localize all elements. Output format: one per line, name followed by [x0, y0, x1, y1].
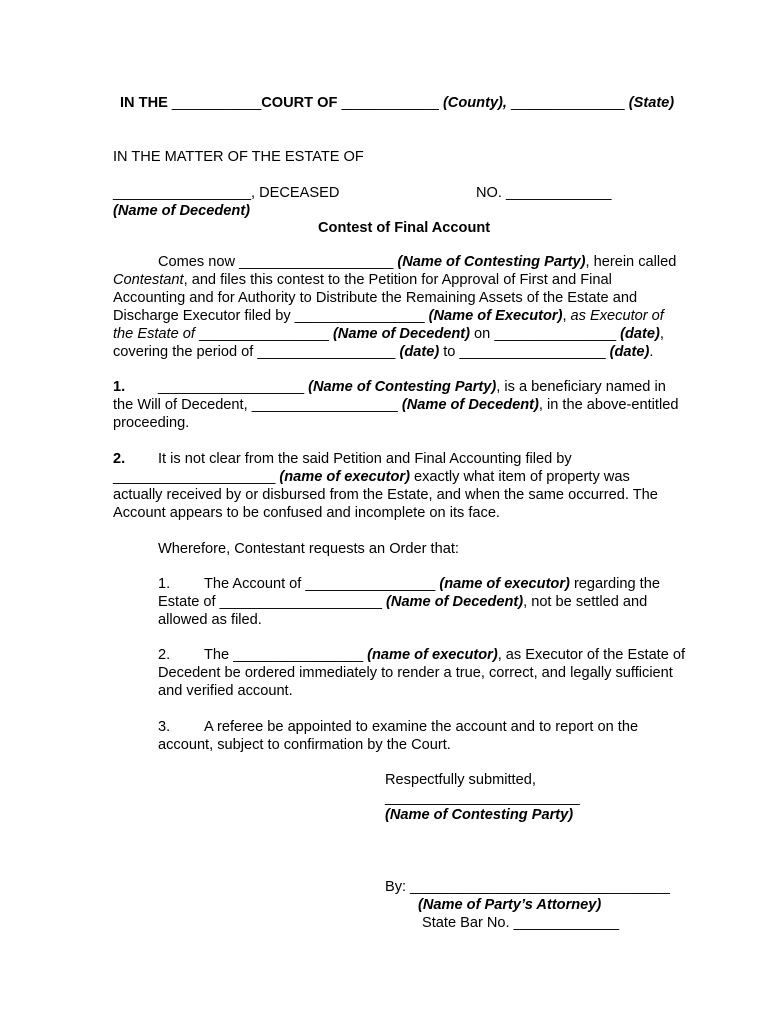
para-1-number: 1. — [113, 379, 126, 395]
state-bar-number: State Bar No. _____________ — [422, 915, 620, 931]
order-text: , not be settled and — [523, 594, 648, 610]
document-title: Contest of Final Account — [318, 220, 491, 236]
order-text: regarding the — [569, 576, 660, 592]
executor-placeholder: (name of executor) — [367, 647, 498, 663]
order-text: , as Executor of the Estate of — [497, 647, 686, 663]
respectfully-submitted: Respectfully submitted, — [385, 772, 536, 788]
decedent-blank: _________________ — [113, 185, 251, 201]
name-of-decedent-caption: (Name of Decedent) — [113, 203, 251, 219]
intro-line-1 — [158, 253, 676, 271]
deceased-label: , DECEASED — [250, 185, 340, 201]
para-2-number: 2. — [113, 451, 126, 467]
para-1-line-3: proceeding. — [113, 415, 190, 431]
order-2-line-3: and verified account. — [158, 683, 293, 699]
executor-placeholder: (Name of Executor) — [428, 308, 563, 324]
intro-line-5 — [113, 325, 664, 343]
para-text: exactly what item of property was — [409, 469, 630, 485]
order-2-number: 2. — [158, 647, 171, 663]
date-placeholder: (date) — [399, 344, 440, 360]
order-2-line-1 — [204, 646, 685, 664]
order-3-line-1: A referee be appointed to examine the account and to report on the — [204, 719, 639, 735]
para-1-line-1 — [158, 378, 666, 396]
order-text: Estate of ____________________ — [158, 594, 387, 610]
county-blank: ____________ — [341, 95, 439, 111]
state-label: (State) — [628, 95, 675, 111]
case-number: NO. _____________ — [476, 185, 612, 201]
contesting-party-placeholder: (Name of Contesting Party) — [397, 254, 586, 270]
date-placeholder: (date) — [620, 326, 660, 342]
order-1-line-3: allowed as filed. — [158, 612, 262, 628]
intro-text: , and files this contest to the Petition for Approval of First and Final — [183, 272, 612, 288]
decedent-placeholder: (Name of Decedent) — [332, 326, 470, 342]
court-of-label: COURT OF — [261, 95, 338, 111]
intro-line-3: Accounting and for Authority to Distribute the Remaining Assets of the Estate and — [113, 290, 638, 306]
intro-text: , — [659, 326, 664, 342]
para-2-line-1: It is not clear from the said Petition and Final Accounting filed by — [158, 451, 572, 467]
contesting-party-placeholder: (Name of Contesting Party) — [308, 379, 497, 395]
decedent-placeholder: (Name of Decedent) — [401, 397, 539, 413]
intro-text: to __________________ — [439, 344, 610, 360]
in-the-label: IN THE — [120, 95, 168, 111]
date-placeholder: (date) — [609, 344, 650, 360]
para-text: , in the above-entitled — [538, 397, 679, 413]
order-1-number: 1. — [158, 576, 171, 592]
intro-line-4 — [113, 307, 664, 325]
matter-line: IN THE MATTER OF THE ESTATE OF — [113, 149, 364, 165]
intro-text: covering the period of _________________ — [113, 344, 400, 360]
contestant-term: Contestant — [113, 272, 184, 288]
county-label: (County), — [442, 95, 507, 111]
order-3-number: 3. — [158, 719, 171, 735]
intro-text-italic: the Estate of — [113, 326, 195, 342]
executor-placeholder: (name of executor) — [279, 469, 410, 485]
attorney-signature-line: By: ________________________________ — [385, 879, 670, 895]
executor-placeholder: (name of executor) — [439, 576, 570, 592]
intro-text: Discharge Executor filed by ________________ — [113, 308, 429, 324]
signature-line: ________________________ — [385, 790, 580, 806]
intro-text: on _______________ — [469, 326, 621, 342]
para-text: ____________________ — [113, 469, 280, 485]
order-1-line-1 — [204, 575, 660, 593]
para-1-line-2 — [113, 396, 678, 414]
para-2-line-4: Account appears to be confused and incomplete on its face. — [113, 505, 500, 521]
intro-text: , herein called — [585, 254, 677, 270]
wherefore-line: Wherefore, Contestant requests an Order that: — [158, 541, 459, 557]
intro-line-6 — [113, 343, 653, 361]
intro-text-italic: as Executor of — [570, 308, 664, 324]
order-1-line-2 — [158, 593, 647, 611]
para-2-line-3: actually received by or disbursed from the Estate, and when the same occurred. The — [113, 487, 658, 503]
order-2-line-2: Decedent be ordered immediately to render a true, correct, and legally sufficient — [158, 665, 673, 681]
state-blank: ______________ — [511, 95, 625, 111]
intro-text: . — [649, 344, 654, 360]
court-heading — [120, 94, 674, 112]
para-2-line-2 — [113, 468, 630, 486]
order-text: The Account of ________________ — [204, 576, 440, 592]
decedent-line — [113, 184, 339, 202]
para-text: , is a beneficiary named in — [496, 379, 666, 395]
intro-text: Comes now ___________________ — [158, 254, 398, 270]
court-blank: ___________ — [171, 95, 262, 111]
intro-text: ________________ — [194, 326, 333, 342]
para-text: the Will of Decedent, __________________ — [113, 397, 402, 413]
order-3-line-2: account, subject to confirmation by the Court. — [158, 737, 451, 753]
order-text: The ________________ — [204, 647, 368, 663]
intro-line-2 — [113, 271, 612, 289]
para-text: __________________ — [158, 379, 309, 395]
contesting-party-signature-caption: (Name of Contesting Party) — [385, 807, 574, 823]
intro-text: , — [562, 308, 571, 324]
decedent-placeholder: (Name of Decedent) — [386, 594, 524, 610]
attorney-name-caption: (Name of Party’s Attorney) — [418, 897, 602, 913]
